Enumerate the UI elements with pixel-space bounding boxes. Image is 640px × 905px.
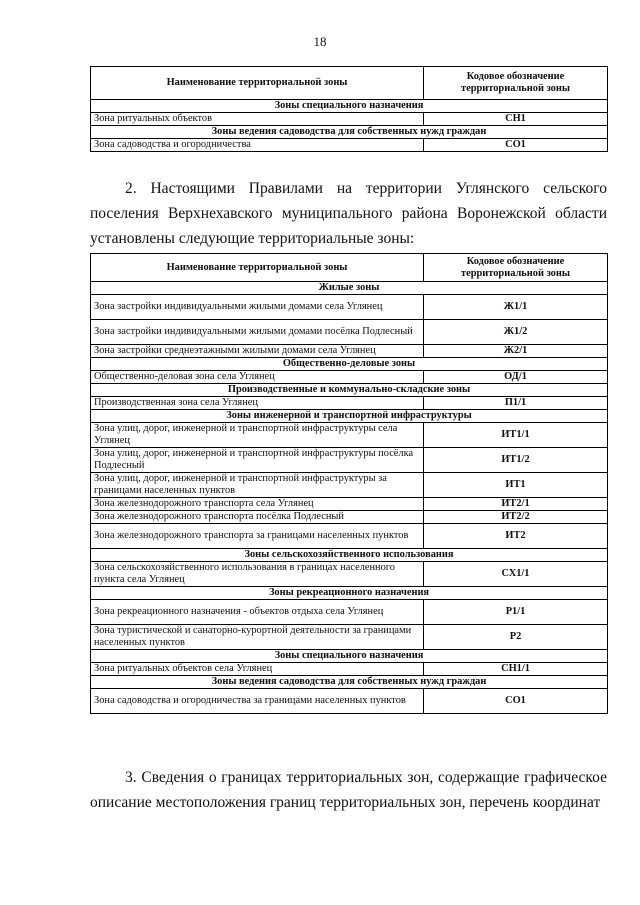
- zone-code: П1/1: [424, 397, 608, 410]
- zone-code: Ж2/1: [424, 345, 608, 358]
- zone-name: Зона ритуальных объектов: [91, 113, 424, 126]
- zone-name: Зона застройки индивидуальными жилыми домами посёлка Подлесный: [91, 320, 424, 345]
- section-row: [91, 650, 608, 663]
- table-row: [91, 473, 608, 498]
- zone-code: ИТ1: [424, 473, 608, 498]
- zone-name: Производственная зона села Углянец: [91, 397, 424, 410]
- zone-name: Зона ритуальных объектов села Углянец: [91, 663, 424, 676]
- zones-table-2: [90, 253, 608, 714]
- section-title: Производственные и коммунально-складские зоны: [91, 384, 608, 397]
- section-row: [91, 676, 608, 689]
- table-row: [91, 113, 608, 126]
- zone-code: СН1: [424, 113, 608, 126]
- table-row: [91, 600, 608, 625]
- zone-code: СХ1/1: [424, 562, 608, 587]
- table-header-row: [91, 67, 608, 100]
- zone-code: Ж1/2: [424, 320, 608, 345]
- section-title: Зоны ведения садоводства для собственных нужд граждан: [91, 676, 608, 689]
- table-row: [91, 562, 608, 587]
- zone-code: Р1/1: [424, 600, 608, 625]
- table-row: [91, 625, 608, 650]
- zone-code: ИТ2/2: [424, 511, 608, 524]
- table-row: [91, 498, 608, 511]
- section-row: [91, 100, 608, 113]
- section-title: Зоны рекреационного назначения: [91, 587, 608, 600]
- section-title: Зоны специального назначения: [91, 100, 608, 113]
- table-row: [91, 345, 608, 358]
- section-row: [91, 358, 608, 371]
- section-row: [91, 549, 608, 562]
- section-title: Жилые зоны: [91, 282, 608, 295]
- zone-code: ИТ2/1: [424, 498, 608, 511]
- zone-name: Зона туристической и санаторно-курортной деятельности за границами населенных пунктов: [91, 625, 424, 650]
- zone-name: Общественно-деловая зона села Углянец: [91, 371, 424, 384]
- section-row: [91, 384, 608, 397]
- section-row: [91, 410, 608, 423]
- header-zone-code: Кодовое обозначение территориальной зоны: [424, 67, 608, 100]
- section-title: Зоны ведения садоводства для собственных нужд граждан: [91, 126, 608, 139]
- zone-code: СН1/1: [424, 663, 608, 676]
- section-row: [91, 587, 608, 600]
- table-row: [91, 689, 608, 714]
- table-row: [91, 511, 608, 524]
- table-row: [91, 295, 608, 320]
- zone-code: ОД/1: [424, 371, 608, 384]
- table-row: [91, 423, 608, 448]
- table-row: [91, 663, 608, 676]
- page-number: 18: [313, 34, 327, 49]
- zone-name: Зона железнодорожного транспорта за границами населенных пунктов: [91, 524, 424, 549]
- section-row: [91, 126, 608, 139]
- zone-name: Зона улиц, дорог, инженерной и транспортной инфраструктуры посёлка Подлесный: [91, 448, 424, 473]
- section-row: [91, 282, 608, 295]
- zone-name: Зона железнодорожного транспорта села Углянец: [91, 498, 424, 511]
- zones-table-1: [90, 66, 608, 152]
- zone-name: Зона застройки среднеэтажными жилыми домами села Углянец: [91, 345, 424, 358]
- zone-code: ИТ1/1: [424, 423, 608, 448]
- table-row: [91, 524, 608, 549]
- zone-name: Зона железнодорожного транспорта посёлка Подлесный: [91, 511, 424, 524]
- zone-name: Зона рекреационного назначения - объектов отдыха села Углянец: [91, 600, 424, 625]
- zone-name: Зона улиц, дорог, инженерной и транспортной инфраструктуры села Углянец: [91, 423, 424, 448]
- zone-code: СО1: [424, 139, 608, 152]
- table-row: [91, 371, 608, 384]
- zone-name: Зона улиц, дорог, инженерной и транспортной инфраструктуры за границами населенных пунктов: [91, 473, 424, 498]
- zone-name: Зона застройки индивидуальными жилыми домами села Углянец: [91, 295, 424, 320]
- table-row: [91, 139, 608, 152]
- section-title: Зоны инженерной и транспортной инфраструктуры: [91, 410, 608, 423]
- zone-code: СО1: [424, 689, 608, 714]
- header-zone-name: Наименование территориальной зоны: [91, 254, 424, 282]
- zone-code: Р2: [424, 625, 608, 650]
- section-title: Общественно-деловые зоны: [91, 358, 608, 371]
- table-header-row: [91, 254, 608, 282]
- zone-name: Зона садоводства и огородничества: [91, 139, 424, 152]
- section-title: Зоны сельскохозяйственного использования: [91, 549, 608, 562]
- header-zone-name: Наименование территориальной зоны: [91, 67, 424, 100]
- zone-name: Зона сельскохозяйственного использования в границах населенного пункта села Углянец: [91, 562, 424, 587]
- header-zone-code: Кодовое обозначение территориальной зоны: [424, 254, 608, 282]
- section-title: Зоны специального назначения: [91, 650, 608, 663]
- zone-name: Зона садоводства и огородничества за границами населенных пунктов: [91, 689, 424, 714]
- table-row: [91, 320, 608, 345]
- zone-code: ИТ1/2: [424, 448, 608, 473]
- paragraph-2: 2. Настоящими Правилами на территории Углянского сельского поселения Верхнехавского муниципального района Воронежской области установлены следующие территориальные зоны:: [90, 180, 607, 247]
- zone-code: ИТ2: [424, 524, 608, 549]
- table-row: [91, 448, 608, 473]
- table-row: [91, 397, 608, 410]
- paragraph-3: 3. Сведения о границах территориальных зон, содержащие графическое описание местоположения границ территориальных зон, перечень координат: [90, 769, 607, 811]
- zone-code: Ж1/1: [424, 295, 608, 320]
